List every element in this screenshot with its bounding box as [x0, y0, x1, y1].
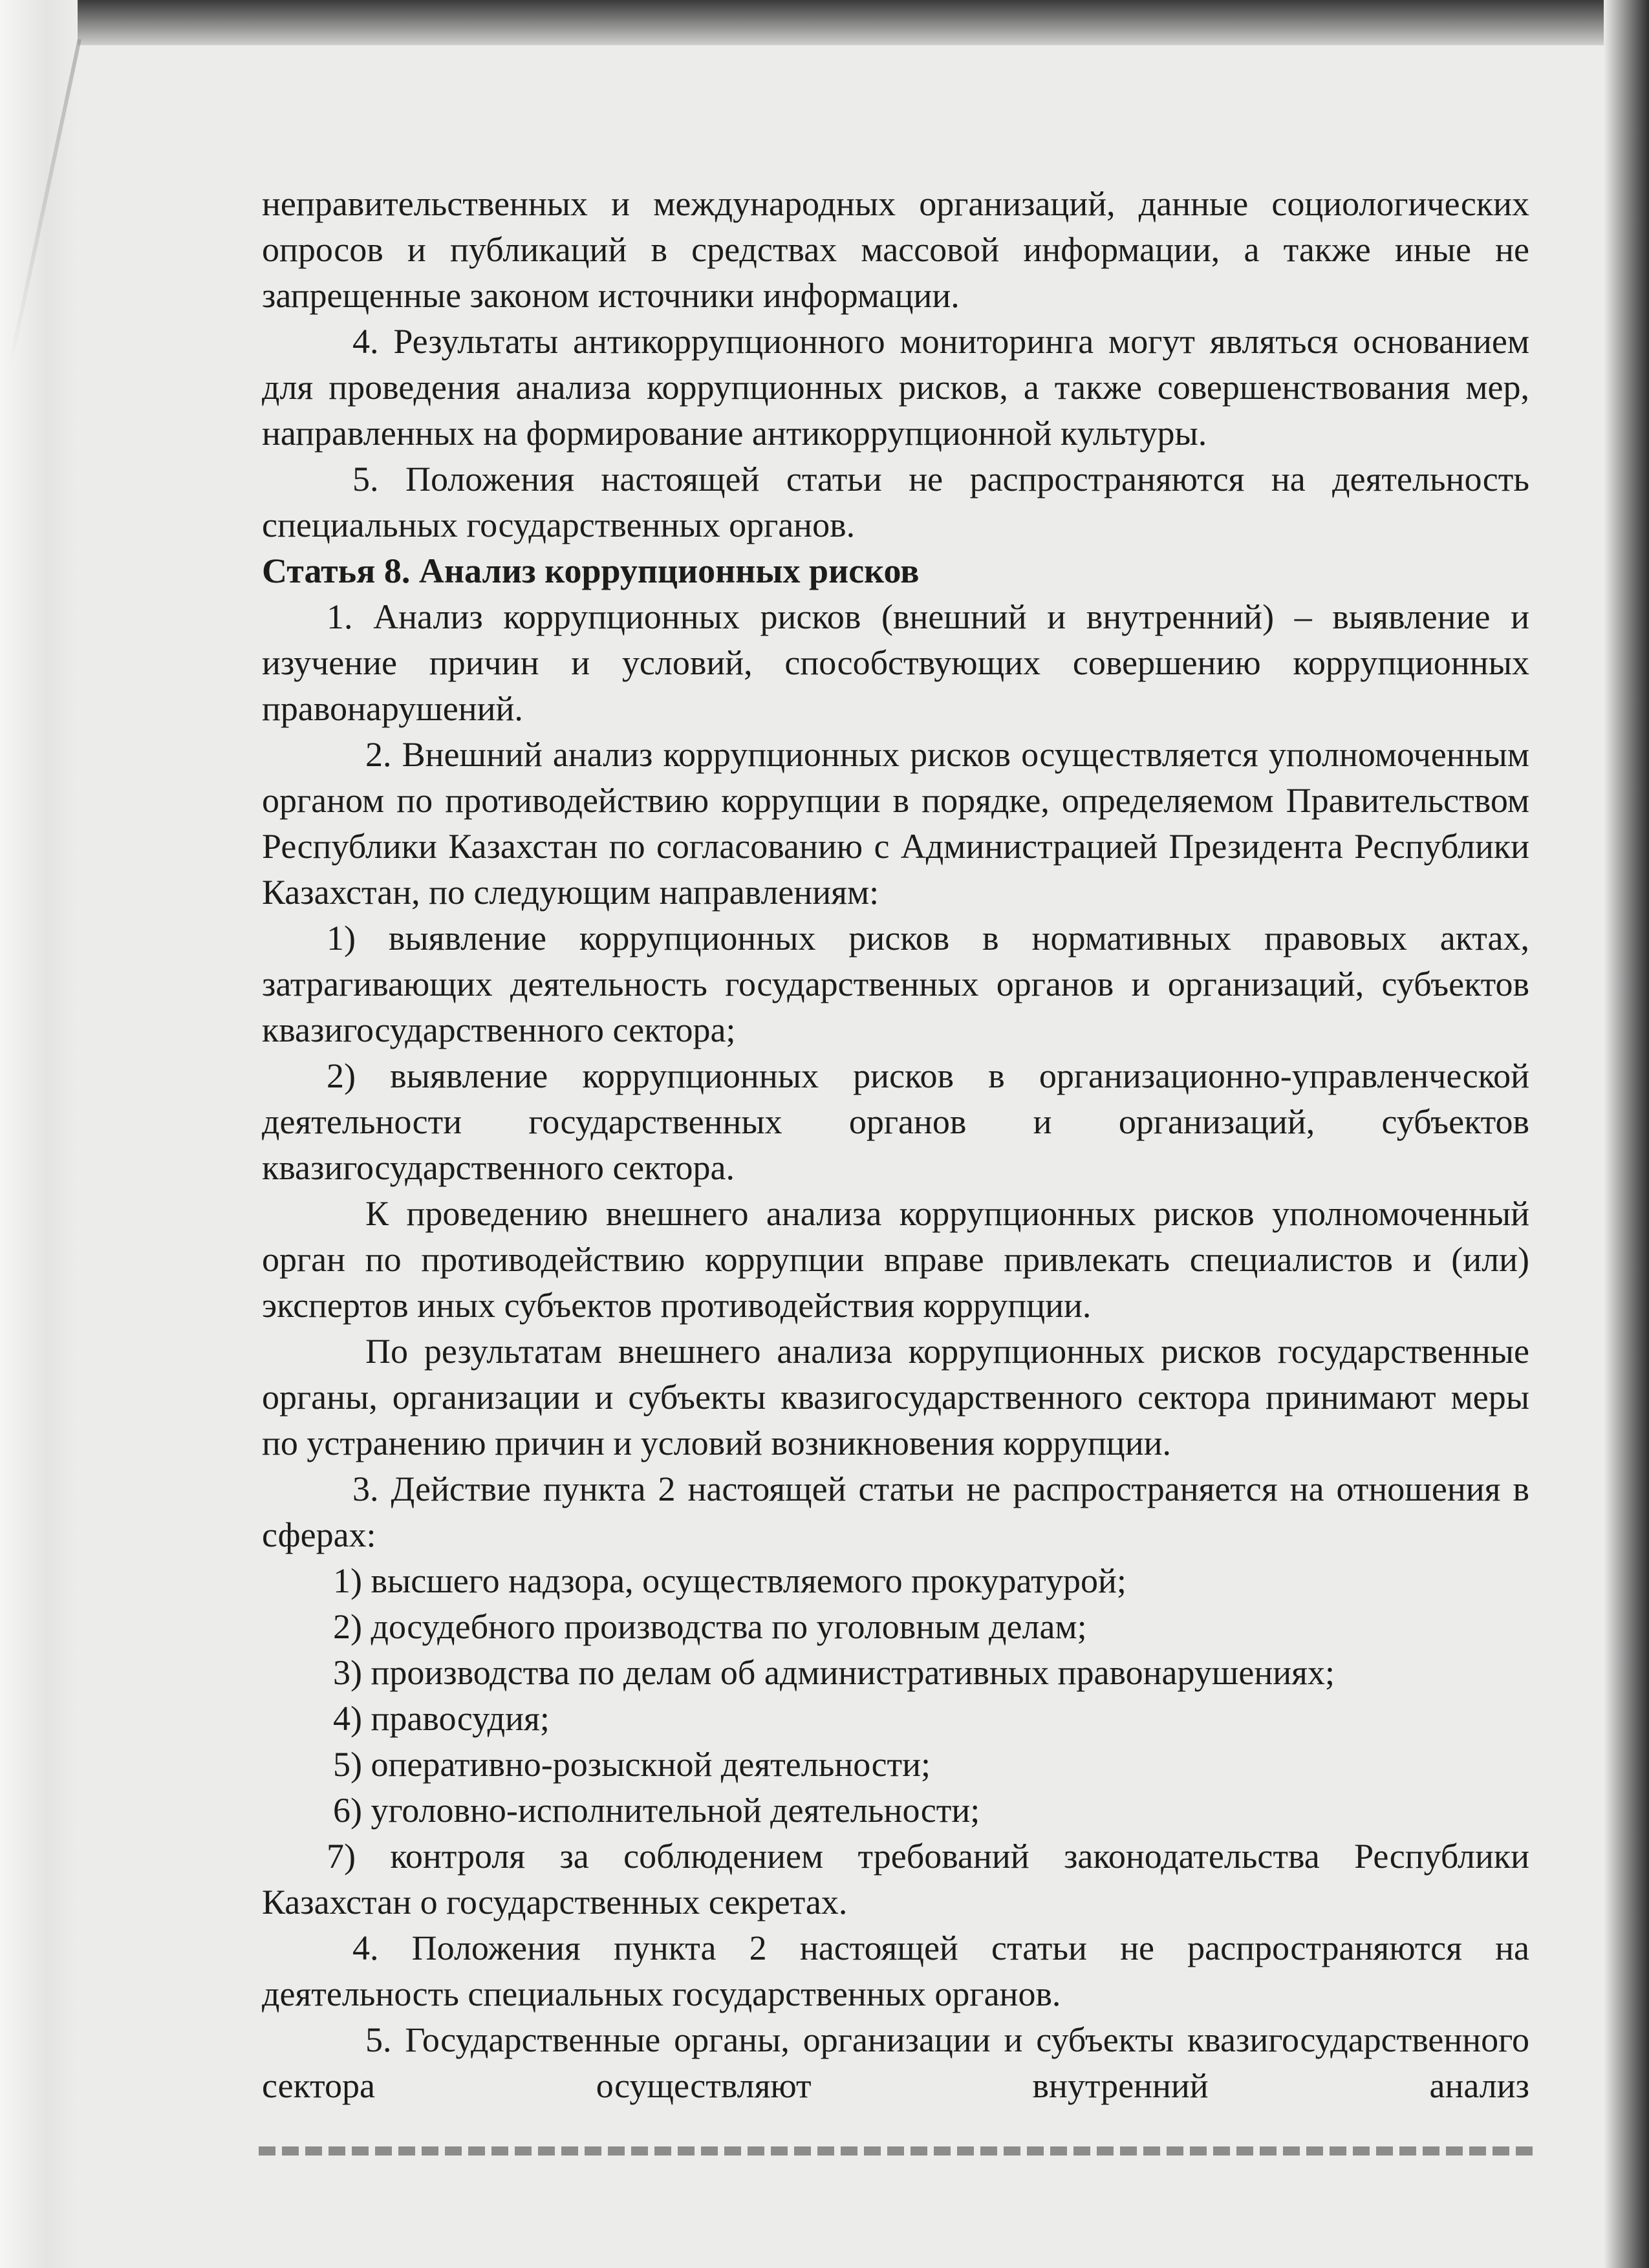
paragraph-risk-analysis-definition: 1. Анализ коррупционных рисков (внешний и внутренний) – выявление и изучение причин и условий, способствующих совершению коррупционных правонарушений. — [262, 597, 1529, 728]
document-page — [262, 181, 1529, 2109]
paragraph-intro-continuation: неправительственных и международных организаций, данные социологических опросов и публикаций в средствах массовой информации, а также иные не запрещенные законом источники информации. — [262, 184, 1529, 315]
paragraph-special-organs: 5. Положения настоящей статьи не распространяются на деятельность специальных государственных органов. — [262, 460, 1529, 544]
exclusion-item-3: 3) производства по делам об административных правонарушениях; — [333, 1653, 1335, 1692]
paragraph-experts: К проведению внешнего анализа коррупционных рисков уполномоченный орган по противодействию коррупции вправе привлекать специалистов и (или) экспертов иных субъектов противодействия коррупции. — [262, 1194, 1529, 1325]
paragraph-clause-4: 4. Положения пункта 2 настоящей статьи не распространяются на деятельность специальных государственных органов. — [262, 1929, 1529, 2013]
exclusion-item-1: 1) высшего надзора, осуществляемого прокуратурой; — [333, 1561, 1126, 1600]
scan-edge-left — [0, 0, 78, 2268]
scan-edge-right — [1604, 0, 1649, 2268]
cut-off-next-line — [259, 2146, 1533, 2156]
paragraph-exclusion-7: 7) контроля за соблюдением требований законодательства Республики Казахстан о государственных секретах. — [262, 1837, 1529, 1921]
article-heading: Статья 8. Анализ коррупционных рисков — [262, 551, 920, 590]
paragraph-external-analysis: 2. Внешний анализ коррупционных рисков осуществляется уполномоченным органом по противодействию коррупции в порядке, определяемом Правительством Республики Казахстан по согласованию с Администрацией Президента Республики Казахстан, по следующим направлениям: — [262, 735, 1529, 912]
paragraph-results-measures: По результатам внешнего анализа коррупционных рисков государственные органы, организации и субъекты квазигосударственного сектора принимают меры по устранению причин и условий возникновения коррупции. — [262, 1332, 1529, 1462]
exclusion-item-5: 5) оперативно-розыскной деятельности; — [333, 1745, 931, 1784]
paragraph-direction-1: 1) выявление коррупционных рисков в нормативных правовых актах, затрагивающих деятельность государственных органов и организаций, субъектов квазигосударственного сектора; — [262, 919, 1529, 1049]
exclusion-item-4: 4) правосудия; — [333, 1699, 550, 1738]
paragraph-exclusions-intro: 3. Действие пункта 2 настоящей статьи не распространяется на отношения в сферах: — [262, 1470, 1529, 1554]
exclusion-item-2: 2) досудебного производства по уголовным делам; — [333, 1607, 1087, 1646]
paragraph-monitoring-results: 4. Результаты антикоррупционного мониторинга могут являться основанием для проведения анализа коррупционных рисков, а также совершенствования мер, направленных на формирование антикоррупционной культуры. — [262, 322, 1529, 453]
paragraph-direction-2: 2) выявление коррупционных рисков в организационно-управленческой деятельности государственных органов и организаций, субъектов квазигосударственного сектора. — [262, 1056, 1529, 1187]
exclusion-item-6: 6) уголовно-исполнительной деятельности; — [333, 1791, 980, 1830]
scan-edge-top — [0, 0, 1649, 45]
paragraph-clause-5: 5. Государственные органы, организации и субъекты квазигосударственного сектора осуществляют внутренний анализ — [262, 2020, 1529, 2105]
